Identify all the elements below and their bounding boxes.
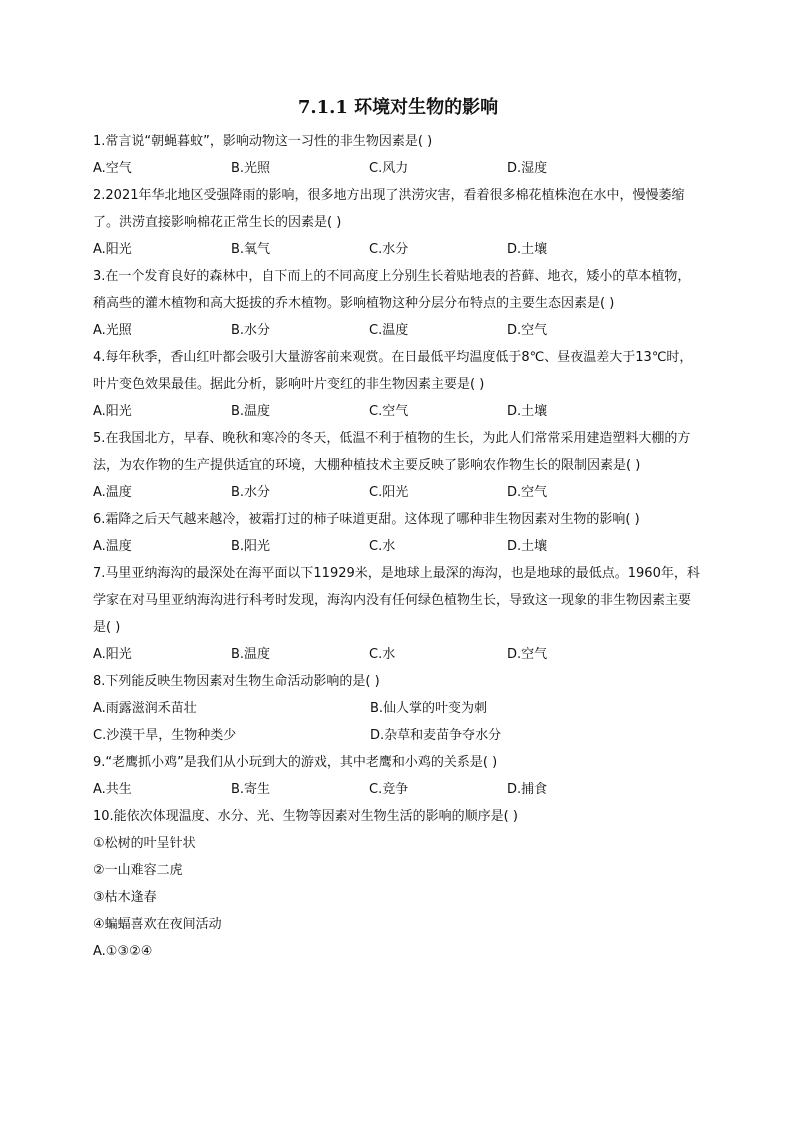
option-d: D.空气: [507, 323, 548, 338]
page-title: 7.1.1 环境对生物的影响: [297, 97, 499, 118]
option-c: C.竞争: [369, 782, 409, 797]
options-row: [93, 236, 703, 263]
question-8: [93, 668, 703, 749]
options-row: [93, 317, 703, 344]
question-stem: 7.马里亚纳海沟的最深处在海平面以下11929米，是地球上最深的海沟，也是地球的最低点。1960年，科学家在对马里亚纳海沟进行科考时发现，海沟内没有任何绿色植物生长，导致这一现象的非生物因素主要是( ): [93, 566, 700, 635]
option-d: D.杂草和麦苗争夺水分: [370, 728, 502, 743]
question-5: [93, 425, 703, 506]
options-row: [93, 479, 703, 506]
question-10: [93, 803, 703, 965]
option-c: C.沙漠干旱，生物种类少: [93, 728, 237, 743]
question-stem: 8.下列能反映生物因素对生物生命活动影响的是( ): [93, 674, 380, 689]
options-row: [93, 641, 703, 668]
option-a: A.阳光: [93, 404, 132, 419]
options-row: [93, 722, 703, 749]
option-b: B.仙人掌的叶变为刺: [370, 701, 488, 716]
option-d: D.空气: [507, 647, 548, 662]
question-stem: 2.2021年华北地区受强降雨的影响，很多地方出现了洪涝灾害，看着很多棉花植株泡在水中，慢慢萎缩了。洪涝直接影响棉花正常生长的因素是( ): [93, 188, 685, 230]
question-stem: 3.在一个发育良好的森林中，自下而上的不同高度上分别生长着贴地表的苔藓、地衣，矮小的草本植物，稍高些的灌木植物和高大挺拔的乔木植物。影响植物这种分层分布特点的主要生态因素是( ): [93, 269, 691, 311]
option-d: D.空气: [507, 485, 548, 500]
option-a: A.雨露滋润禾苗壮: [93, 701, 197, 716]
option-c: C.温度: [369, 323, 409, 338]
question-stem: 4.每年秋季，香山红叶都会吸引大量游客前来观赏。在日最低平均温度低于8℃、昼夜温差大于13℃时，叶片变色效果最佳。据此分析，影响叶片变红的非生物因素主要是( ): [93, 350, 693, 392]
statement-item: ①松树的叶呈针状: [93, 836, 196, 851]
option-b: B.温度: [231, 647, 271, 662]
document-page: [93, 96, 703, 965]
option-a: A.空气: [93, 161, 132, 176]
option-a: A.阳光: [93, 647, 132, 662]
option-c: C.风力: [369, 161, 409, 176]
option-d: D.捕食: [507, 782, 548, 797]
option-c: C.水分: [369, 242, 409, 257]
option-b: B.光照: [231, 161, 271, 176]
question-stem: 1.常言说“朝蝇暮蚊”，影响动物这一习性的非生物因素是( ): [93, 134, 433, 149]
option-c: C.空气: [369, 404, 409, 419]
option-a: A.温度: [93, 539, 132, 554]
statement-item: ②一山难容二虎: [93, 863, 183, 878]
option-c: C.水: [369, 539, 396, 554]
question-6: [93, 506, 703, 560]
options-row: [93, 398, 703, 425]
option-a: A.共生: [93, 782, 132, 797]
options-row: [93, 695, 703, 722]
question-3: [93, 263, 703, 344]
option-d: D.土壤: [507, 539, 548, 554]
question-stem: 10.能依次体现温度、水分、光、生物等因素对生物生活的影响的顺序是( ): [93, 809, 518, 824]
option-b: B.水分: [231, 323, 271, 338]
options-row: [93, 155, 703, 182]
question-2: [93, 182, 703, 263]
option-b: B.水分: [231, 485, 271, 500]
option-b: B.温度: [231, 404, 271, 419]
option-b: B.阳光: [231, 539, 271, 554]
option-b: B.氧气: [231, 242, 271, 257]
statement-item: ④蝙蝠喜欢在夜间活动: [93, 917, 222, 932]
question-4: [93, 344, 703, 425]
question-7: [93, 560, 703, 668]
statement-list: [93, 830, 703, 965]
question-stem: 5.在我国北方，早春、晚秋和寒冷的冬天，低温不利于植物的生长，为此人们常常采用建造塑料大棚的方法，为农作物的生产提供适宜的环境，大棚种植技术主要反映了影响农作物生长的限制因素是( ): [93, 431, 691, 473]
question-stem: 6.霜降之后天气越来越冷，被霜打过的柿子味道更甜。这体现了哪种非生物因素对生物的影响( ): [93, 512, 640, 527]
option-d: D.土壤: [507, 242, 548, 257]
statement-item: ③枯木逢春: [93, 890, 157, 905]
option-c: C.水: [369, 647, 396, 662]
option-a: A.①③②④: [93, 944, 153, 959]
question-1: [93, 128, 703, 182]
question-stem: 9.“老鹰抓小鸡”是我们从小玩到大的游戏，其中老鹰和小鸡的关系是( ): [93, 755, 498, 770]
option-d: D.土壤: [507, 404, 548, 419]
option-d: D.湿度: [507, 161, 548, 176]
option-a: A.阳光: [93, 242, 132, 257]
option-a: A.光照: [93, 323, 132, 338]
question-9: [93, 749, 703, 803]
option-a: A.温度: [93, 485, 132, 500]
options-row: [93, 776, 703, 803]
options-row: [93, 533, 703, 560]
option-c: C.阳光: [369, 485, 409, 500]
option-b: B.寄生: [231, 782, 271, 797]
